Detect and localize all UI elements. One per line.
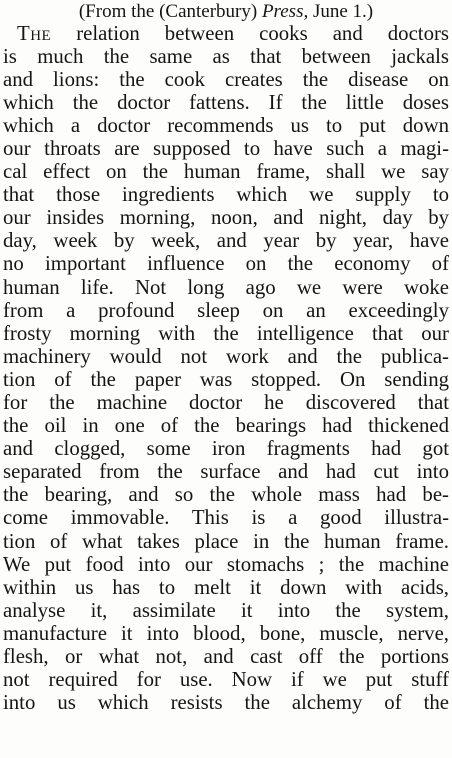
article-line: which a doctor recommends us to put down: [3, 113, 449, 137]
article-line: machinery would not work and the publica-: [3, 344, 449, 368]
article-line: cal effect on the human frame, shall we say: [3, 160, 449, 184]
article-line: the bearing, and so the whole mass had be-: [3, 483, 449, 507]
source-prefix: (From the (Canterbury): [78, 1, 258, 22]
article-line: frosty morning with the intelligence that our: [3, 321, 449, 345]
article-line: We put food into our stomachs ; the machine: [3, 552, 449, 576]
article-line: that those ingredients which we supply to: [3, 183, 449, 207]
article-line: [3, 22, 449, 45]
source-attribution: [0, 2, 452, 22]
article-line: come immovable. This is a good illustra-: [3, 506, 449, 530]
article-line: our throats are supposed to have such a magi-: [3, 136, 449, 160]
article-line: not required for use. Now if we put stuff: [3, 668, 449, 692]
article-line: the oil in one of the bearings had thickened: [3, 414, 449, 438]
article-line: which the doctor fattens. If the little doses: [3, 90, 449, 114]
article-line: tion of the paper was stopped. On sending: [3, 367, 449, 391]
article-body: [3, 22, 449, 715]
article-line: analyse it, assimilate it into the system,: [3, 598, 449, 622]
article-line: our insides morning, noon, and night, day by: [3, 206, 449, 230]
article-line: no important influence on the economy of: [3, 252, 449, 276]
article-line: and clogged, some iron fragments had got: [3, 437, 449, 461]
article-line: day, week by week, and year by year, have: [3, 229, 449, 253]
source-date: June 1.): [312, 1, 374, 22]
article-line: from a profound sleep on an exceedingly: [3, 298, 449, 322]
article-line: for the machine doctor he discovered that: [3, 391, 449, 414]
article-line: separated from the surface and had cut into: [3, 460, 449, 484]
article-line: tion of what takes place in the human frame.: [3, 529, 449, 553]
article-line: and lions: the cook creates the disease on: [3, 67, 449, 91]
article-line: is much the same as that between jackals: [3, 44, 449, 68]
article-line: human life. Not long ago we were woke: [3, 275, 449, 299]
source-publication: Press,: [261, 1, 309, 22]
article-line: manufacture it into blood, bone, muscle, nerve,: [3, 621, 449, 645]
article-line: flesh, or what not, and cast off the portions: [3, 645, 449, 669]
article-line: into us which resists the alchemy of the: [3, 691, 449, 715]
article-line: within us has to melt it down with acids,: [3, 575, 449, 599]
lead-word: The: [17, 21, 52, 45]
first-line-text: relation between cooks and doctors: [76, 21, 449, 45]
